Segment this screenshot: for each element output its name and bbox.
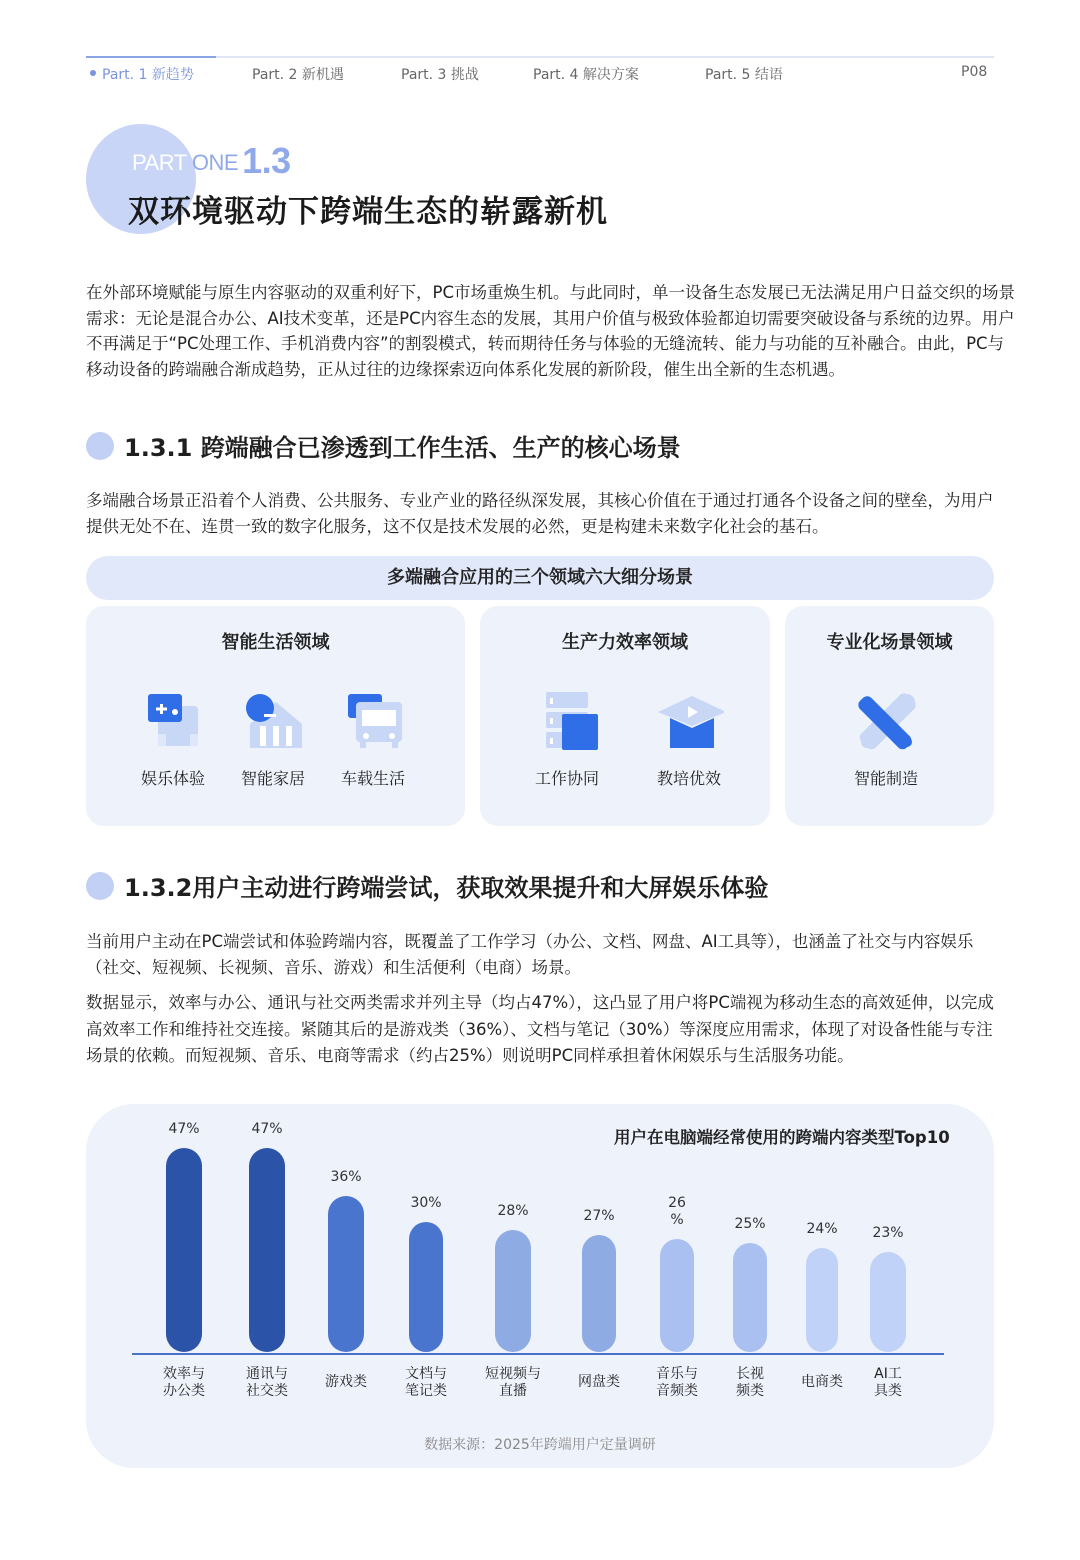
- part-nav: [86, 64, 994, 86]
- gamepad-icon: [138, 690, 208, 756]
- part-number: 1.3: [242, 140, 291, 181]
- part-label: PART: [132, 150, 187, 175]
- section-2-title: [86, 868, 768, 902]
- chart-panel: [86, 1104, 994, 1468]
- nav-item-part1[interactable]: Part. 1 新趋势: [90, 64, 194, 84]
- bar-1: [249, 1148, 285, 1352]
- nav-item-part3[interactable]: Part. 3 挑战: [401, 67, 479, 83]
- graduation-cap-icon: [654, 690, 724, 756]
- domain-title: 专业化场景领域: [826, 632, 953, 653]
- category-label: 通讯与 社交类: [246, 1366, 288, 1399]
- scenario-label: 智能制造: [853, 769, 918, 788]
- page-title: 双环境驱动下跨端生态的崭露新机: [128, 194, 608, 230]
- nav-item-part4[interactable]: Part. 4 解决方案: [533, 67, 639, 83]
- wrench-icon: [851, 690, 921, 756]
- bar-value-label: 47%: [168, 1121, 200, 1137]
- section-2-paragraph-2: 数据显示，效率与办公、通讯与社交两类需求并列主导（均占47%），这凸显了用户将PC端视为移动生态的高效延伸，以完成高效率工作和维持社交连接。紧随其后的是游戏类（36%）、文档与笔记（30%）等深度应用需求，体现了对设备性能与专注场景的依赖。而短视频、音乐、电商等需求（约占25%）则说明PC同样承担着休闲娱乐与生活服务功能。: [86, 993, 994, 1065]
- section-bullet-icon: [86, 872, 114, 900]
- bar-2: [328, 1196, 364, 1352]
- header-rule: [86, 56, 994, 58]
- bar-6: [660, 1239, 694, 1352]
- category-label: 网盘类: [578, 1374, 620, 1390]
- category-label: 音乐与 音频类: [656, 1366, 698, 1399]
- scenario-label: 工作协同: [534, 769, 599, 788]
- domain-card-productivity: [480, 606, 770, 826]
- category-label: 效率与 办公类: [163, 1366, 205, 1399]
- chart-title: 用户在电脑端经常使用的跨端内容类型Top10: [614, 1128, 950, 1147]
- header-rule-active: [86, 56, 216, 58]
- car-icon: [338, 690, 408, 756]
- scenario-label: 智能家居: [240, 769, 305, 788]
- scenario-work-collab: [522, 690, 612, 789]
- scenario-label: 娱乐体验: [140, 769, 205, 788]
- category-label: AI工 具类: [874, 1366, 902, 1399]
- domain-card-smart-life: [86, 606, 465, 826]
- category-label: 文档与 笔记类: [405, 1366, 447, 1399]
- bar-4: [495, 1230, 531, 1352]
- domain-card-professional: [785, 606, 994, 826]
- domain-title: 智能生活领域: [221, 632, 330, 653]
- nav-item-part2[interactable]: Part. 2 新机遇: [252, 67, 344, 83]
- scenario-manufacturing: [841, 690, 931, 789]
- category-label: 游戏类: [325, 1374, 367, 1390]
- bar-value-label: 26 %: [668, 1195, 686, 1229]
- scenario-in-car: [328, 690, 418, 789]
- bar-3: [409, 1222, 443, 1352]
- category-label: 长视 频类: [736, 1366, 764, 1399]
- bar-value-label: 28%: [497, 1203, 529, 1220]
- section-1-title: [86, 428, 681, 462]
- scenario-smart-home: [228, 690, 318, 789]
- bar-5: [582, 1235, 616, 1352]
- bar-0: [166, 1148, 202, 1352]
- bar-value-label: 25%: [734, 1216, 766, 1233]
- scenario-education: [644, 690, 734, 789]
- bar-7: [733, 1243, 767, 1352]
- category-label: 短视频与 直播: [485, 1366, 541, 1399]
- bar-value-label: 36%: [330, 1168, 362, 1185]
- section-1-paragraph: 多端融合场景正沿着个人消费、公共服务、专业产业的路径纵深发展，其核心价值在于通过打通各个设备之间的壁垒，为用户提供无处不在、连贯一致的数字化服务，这不仅是技术发展的必然，更是构建未来数字化社会的基石。: [86, 491, 994, 536]
- nav-item-part5[interactable]: Part. 5 结语: [705, 67, 783, 83]
- section-bullet-icon: [86, 432, 114, 460]
- scenario-entertainment: [128, 690, 218, 789]
- section-2-title-text: 1.3.2用户主动进行跨端尝试，获取效果提升和大屏娱乐体验: [124, 874, 769, 902]
- active-dot-icon: [90, 70, 96, 76]
- section-1-title-text: 1.3.1 跨端融合已渗透到工作生活、生产的核心场景: [124, 434, 681, 462]
- bar-value-label: 47%: [251, 1121, 283, 1137]
- scenario-label: 教培优效: [656, 769, 721, 788]
- section-2-paragraph-1: 当前用户主动在PC端尝试和体验跨端内容，既覆盖了工作学习（办公、文档、网盘、AI工具等），也涵盖了社交与内容娱乐（社交、短视频、长视频、音乐、游戏）和生活便利（电商）场景。: [86, 932, 974, 977]
- bar-9: [870, 1252, 906, 1352]
- bar-value-label: 30%: [410, 1194, 442, 1211]
- bar-value-label: 23%: [872, 1225, 904, 1242]
- bar-value-label: 24%: [806, 1220, 838, 1237]
- chart-source: 数据来源：2025年跨端用户定量调研: [424, 1437, 656, 1453]
- page-number: P08: [961, 64, 988, 80]
- part-tag: [132, 140, 291, 182]
- scenario-label: 车载生活: [340, 769, 405, 788]
- bar-8: [806, 1248, 838, 1352]
- bar-value-label: 27%: [583, 1207, 615, 1224]
- chart-x-axis: [132, 1353, 944, 1355]
- server-icon: [532, 690, 602, 756]
- scenario-heading: 多端融合应用的三个领域六大细分场景: [86, 556, 994, 600]
- category-label: 电商类: [801, 1374, 843, 1390]
- intro-paragraph: 在外部环境赋能与原生内容驱动的双重利好下，PC市场重焕生机。与此同时，单一设备生态发展已无法满足用户日益交织的场景需求：无论是混合办公、AI技术变革，还是PC内容生态的发展，其用户价值与极致体验都迫切需要突破设备与系统的边界。用户不再满足于“PC处理工作、手机消费内容”的割裂模式，转而期待任务与体验的无缝流转、能力与功能的互补融合。由此，PC与移动设备的跨端融合渐成趋势，正从过往的边缘探索迈向体系化发展的新阶段，催生出全新的生态机遇。: [86, 283, 1015, 379]
- part-one-label: ONE: [191, 150, 239, 175]
- domain-title: 生产力效率领域: [562, 632, 688, 653]
- smart-home-icon: [238, 690, 308, 756]
